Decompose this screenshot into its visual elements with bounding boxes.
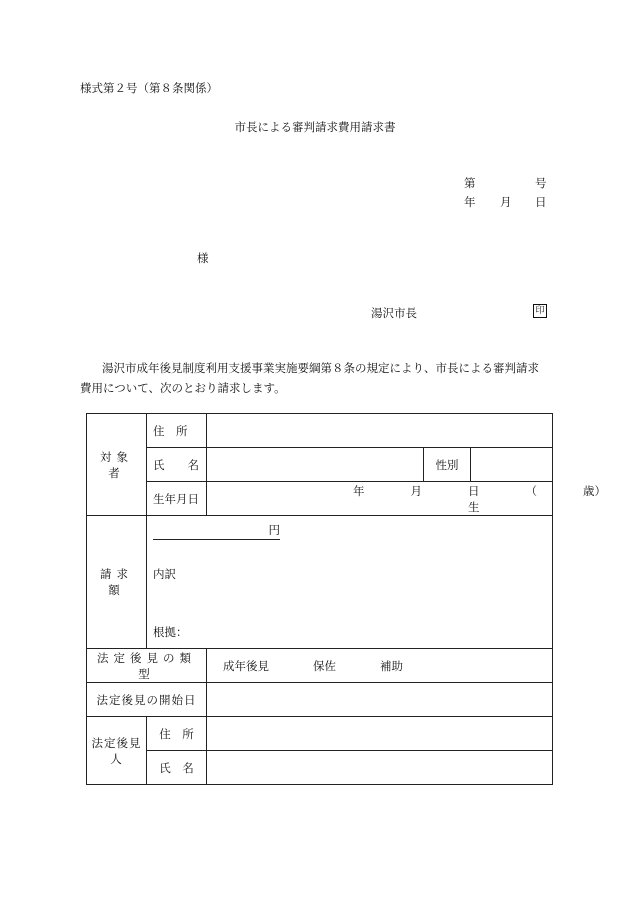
subject-address-row: [87, 414, 553, 448]
yen-label: 円: [153, 522, 280, 540]
birth-date-label: 生年月日: [147, 482, 207, 516]
gender-field[interactable]: [471, 448, 553, 482]
amount-line: [153, 522, 546, 540]
guardian-label-cell: [87, 717, 147, 785]
claim-label: 請求額: [100, 567, 133, 597]
guardian-type-options: [213, 658, 546, 674]
guardian-type-row: [87, 649, 553, 683]
guardian-address-label: 住 所: [147, 717, 207, 751]
subject-address-label: 住 所: [147, 414, 207, 448]
subject-address-field[interactable]: [207, 414, 553, 448]
start-date-label-cell: [87, 683, 207, 717]
guardian-type-label-cell: [87, 649, 207, 683]
doc-number-prefix: 第: [464, 176, 476, 190]
age-close: 歳）: [583, 483, 606, 498]
start-date-row: [87, 683, 553, 717]
guardian-address-row: [87, 717, 553, 751]
start-date-field[interactable]: [207, 683, 553, 717]
guardian-label: 法定後見人: [91, 735, 142, 766]
claim-row: [87, 516, 553, 649]
guardian-name-row: [87, 751, 553, 785]
seal-stamp: 印: [533, 304, 547, 318]
guardian-type-field: [207, 649, 553, 683]
claim-field[interactable]: [147, 516, 553, 649]
gender-label: 性別: [424, 448, 471, 482]
claim-form-table: [86, 413, 606, 785]
document-title: 市長による審判請求費用請求書: [234, 120, 396, 134]
claim-label-cell: [87, 516, 147, 649]
body-paragraph: 湯沢市成年後見制度利用支援事業実施要綱第８条の規定により、市長による審判請求費用について、次のとおり請求します。: [80, 361, 539, 395]
recipient-honorific: 様: [197, 251, 209, 265]
form-number: 様式第２号（第８条関係）: [80, 81, 218, 95]
guardian-name-label: 氏 名: [147, 751, 207, 785]
subject-name-label: 氏 名: [147, 448, 207, 482]
subject-label-cell: [87, 414, 147, 516]
birth-date-line: [213, 483, 606, 515]
option-adult-guardianship[interactable]: 成年後見: [223, 658, 269, 673]
issuer-name: 湯沢市長: [371, 306, 417, 320]
option-assistance[interactable]: 補助: [380, 658, 403, 673]
start-date-label: 法定後見の開始日: [96, 692, 197, 707]
basis-label: 根拠：: [153, 625, 188, 639]
birth-year-label: 年: [353, 483, 365, 498]
guardian-name-field[interactable]: [207, 751, 553, 785]
guardian-type-label: 法定後見の類型: [97, 650, 196, 681]
birth-month-label: 月: [410, 483, 422, 498]
subject-name-field[interactable]: [207, 448, 424, 482]
option-curatorship[interactable]: 保佐: [313, 658, 336, 673]
subject-label: 対象者: [100, 449, 133, 480]
breakdown-label: 内訳: [153, 567, 176, 581]
birth-date-field[interactable]: [207, 482, 606, 516]
subject-birth-row: [87, 482, 553, 516]
guardian-address-field[interactable]: [207, 717, 553, 751]
date-year-label: 年: [464, 195, 476, 209]
date-month-label: 月: [500, 195, 512, 209]
birth-day-label: 日生: [468, 483, 480, 514]
age-open: （: [525, 483, 537, 498]
subject-name-row: [87, 448, 553, 482]
doc-number-suffix: 号: [535, 176, 547, 190]
date-day-label: 日: [535, 195, 547, 209]
